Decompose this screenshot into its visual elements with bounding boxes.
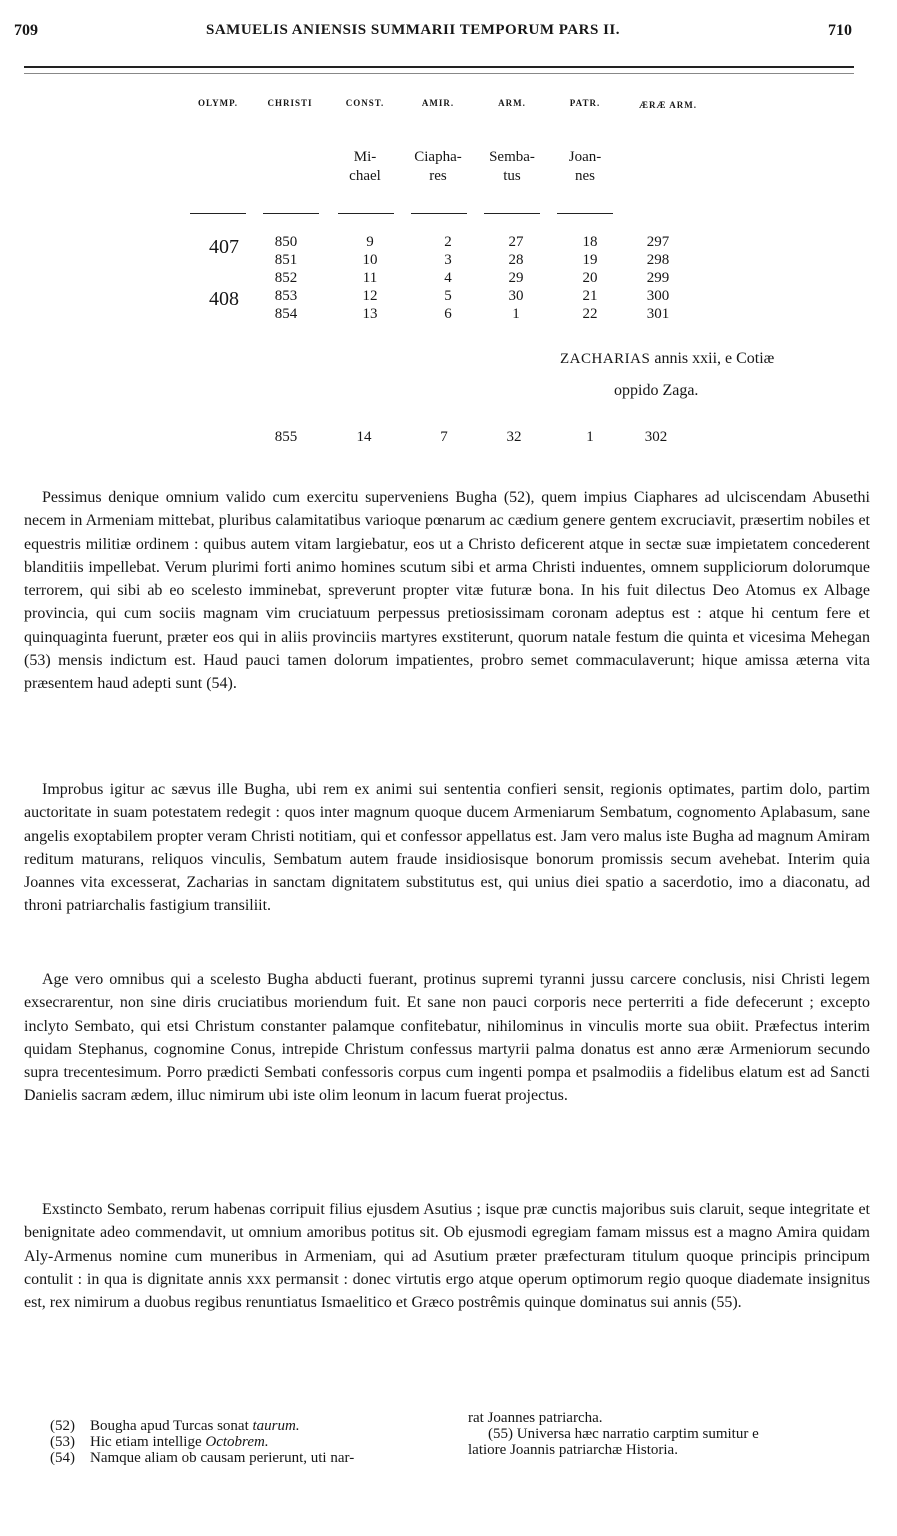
olympiad-408: 408	[209, 288, 239, 310]
col-head-patr: PATR.	[569, 98, 601, 108]
paragraph-2: Improbus igitur ac sævus ille Bugha, ubi rem ex animi sui sententia confieri sensit, regionis optimates, partim dolo, partim auctoritate in suam potestatem redegit : quos inter magnum quoque ducem Armeniarum Sembatum, cognomento Aplabasum, sane angelis exoptabilem propter veram Christi notitiam, qui et confessor appellatus est. Jam vero malus iste Bugha ad magnum Amiram reditum maturans, reliquos vinculis, Sembatum autem fraude insidiosisque bonorum promissis secum avehebat. Interim quia Joannes vita excesserat, Zacharias in sanctam dignitatem substitutus est, qui unius diei spatio a sacerdotio, imo a diaconatu, ad throni patriarchalis fastigium transiliit.	[24, 781, 870, 915]
col-name-const: Mi- chael	[349, 149, 381, 184]
col-name-arm: Semba- tus	[489, 149, 535, 184]
zacharias-entry	[560, 350, 774, 368]
cell-patr: 20	[582, 270, 598, 286]
cell-christi: 852	[274, 270, 298, 286]
rule-arm	[484, 213, 540, 214]
footnotes-left	[50, 1418, 354, 1466]
footnote-55-continued: latiore Joannis patriarchæ Historia.	[468, 1442, 678, 1458]
cell-amir: 6	[444, 306, 452, 322]
cell-patr: 21	[582, 288, 598, 304]
col-head-const: CONST.	[345, 98, 385, 108]
zacharias-name: ZACHARIAS	[560, 351, 651, 367]
header-rule	[24, 66, 854, 68]
cell-arm: 27	[508, 234, 524, 250]
paragraph-4: Exstincto Sembato, rerum habenas corripuit filius ejusdem Asutius ; isque præ cunctis majoribus suis claruit, seque integritate et benignitate adeo commendavit, ut omnium amoribus potitus sit. Ob ejusmodi egregiam famam missus est a magno Amira quidam Aly-Armenus nomine cum muneribus in Armeniam, qui ad Asutium præter præfecturam titulum quoque principis principum contulit : in qua is dignitate annis xxx permansit : donec virtutis ergo atque operum optimorum regio quoque diademate insignitus est, rex nimirum a duobus regibus renuntiatus Ismaelitico et Græco postrêmis quinque dominatus sui annis (55).	[24, 1201, 870, 1312]
footnote-54: (54) Namque aliam ob causam perierunt, uti nar-	[50, 1450, 355, 1466]
cell-const: 13	[362, 306, 378, 322]
cell-amir: 3	[444, 252, 452, 268]
cell-christi: 853	[274, 288, 298, 304]
cell-const: 12	[362, 288, 378, 304]
footnotes-right	[468, 1410, 759, 1458]
cell-aera: 297	[646, 234, 670, 250]
cell-amir: 2	[444, 234, 452, 250]
footnote-52: (52) Bougha apud Turcas sonat taurum.	[50, 1418, 300, 1434]
final-patr: 1	[586, 429, 594, 445]
col-head-arm: ARM.	[498, 98, 526, 108]
rule-amir	[411, 213, 467, 214]
cell-patr: 18	[582, 234, 598, 250]
cell-amir: 5	[444, 288, 452, 304]
cell-amir: 4	[444, 270, 452, 286]
rule-christi	[263, 213, 319, 214]
rule-olymp	[190, 213, 246, 214]
cell-const: 11	[362, 270, 378, 286]
cell-christi: 854	[274, 306, 298, 322]
page-number-right: 710	[828, 22, 852, 39]
cell-arm: 30	[508, 288, 524, 304]
col-head-aera: ÆRÆ ARM.	[639, 100, 697, 110]
cell-patr: 22	[582, 306, 598, 322]
zacharias-detail-2: oppido Zaga.	[614, 382, 699, 399]
zacharias-detail: annis xxii, e Cotiæ	[654, 350, 775, 367]
paragraph-1: Pessimus denique omnium valido cum exercitu superveniens Bugha (52), quem impius Ciaphares ad ulciscendam Abusethi necem in Armeniam mittebat, pluribus calamitatibus varioque pœnarum ac cædium genere gentem excruciavit, præsertim nobiles et equestris militiæ ordinem : quibus autem vitam largiebatur, eos ut a Christo deficerent atque in sectæ suæ impietatem concederent blanditiis impellebat. Verum plurimi forti animo homines scutum sibi et arma Christi induentes, omnem suppliciorum dolorumque terrorem, qui sibi ab eo scelesto imminebat, spreverunt propter vitæ futuræ bona. In his fuit dilectus Deo Atomus ex Albage provincia, qui cum sociis magnam vim cruciatuum perpessus pretiosissimam coronam adeptus est : atque hi centum fere et quinquaginta fuerunt, præter eos qui in aliis provinciis martyres exstiterunt, quorum natale festum die quinta et vicesima Mehegan (53) mensis indictum est. Haud pauci tamen dolorum impatientes, probro semet commaculaverunt; hique amissa æterna vita præsentem haud adepti sunt (54).	[24, 489, 870, 693]
col-head-olymp: OLYMP.	[197, 98, 239, 108]
final-christi: 855	[274, 429, 298, 445]
col-name-patr: Joan- nes	[568, 149, 602, 184]
cell-aera: 299	[646, 270, 670, 286]
footnote-54-continued: rat Joannes patriarcha.	[468, 1410, 603, 1426]
cell-arm: 1	[512, 306, 520, 322]
final-aera: 302	[644, 429, 668, 445]
col-name-amir: Ciapha- res	[414, 149, 462, 184]
cell-arm: 29	[508, 270, 524, 286]
footnote-53: (53) Hic etiam intellige Octobrem.	[50, 1434, 269, 1450]
final-amir: 7	[440, 429, 448, 445]
col-head-christi: CHRISTI	[267, 98, 313, 108]
cell-aera: 301	[646, 306, 670, 322]
col-head-amir: AMIR.	[421, 98, 455, 108]
cell-christi: 851	[274, 252, 298, 268]
final-arm: 32	[506, 429, 522, 445]
cell-christi: 850	[274, 234, 298, 250]
paragraph-3: Age vero omnibus qui a scelesto Bugha abducti fuerant, protinus supremi tyranni jussu carcere conclusis, nisi Christi legem exsecrarentur, non sine diris cruciatibus moriendum fuit. Et sane non pauci corporis nece perterriti a fide defecerunt ; excepto inclyto Sembato, qui etsi Christum constanter palamque confitebatur, nihilominus in vinculis morte sua obiit. Præfectus interim quidam Stephanus, cognomine Conus, intrepide Christum confessus martyrii palma donatus est anno æræ Armeniorum secundo supra trecentesimum. Porro prædicti Sembati confessoris corpus cum ingenti pompa et psalmodiis a fidelibus elatum est ad Sancti Danielis sacram ædem, illuc nimirum ubi iste olim leonum in lacum fuerat projectus.	[24, 971, 870, 1105]
rule-const	[338, 213, 394, 214]
cell-const: 10	[362, 252, 378, 268]
cell-patr: 19	[582, 252, 598, 268]
olympiad-407: 407	[209, 236, 239, 258]
footnote-55: (55) Universa hæc narratio carptim sumitur e	[488, 1426, 759, 1442]
page-number-left: 709	[14, 22, 38, 39]
running-title: SAMUELIS ANIENSIS SUMMARII TEMPORUM PARS II.	[206, 22, 620, 38]
header-rule-thin	[24, 73, 854, 74]
rule-patr	[557, 213, 613, 214]
cell-aera: 298	[646, 252, 670, 268]
cell-aera: 300	[646, 288, 670, 304]
cell-arm: 28	[508, 252, 524, 268]
final-const: 14	[356, 429, 372, 445]
cell-const: 9	[366, 234, 374, 250]
